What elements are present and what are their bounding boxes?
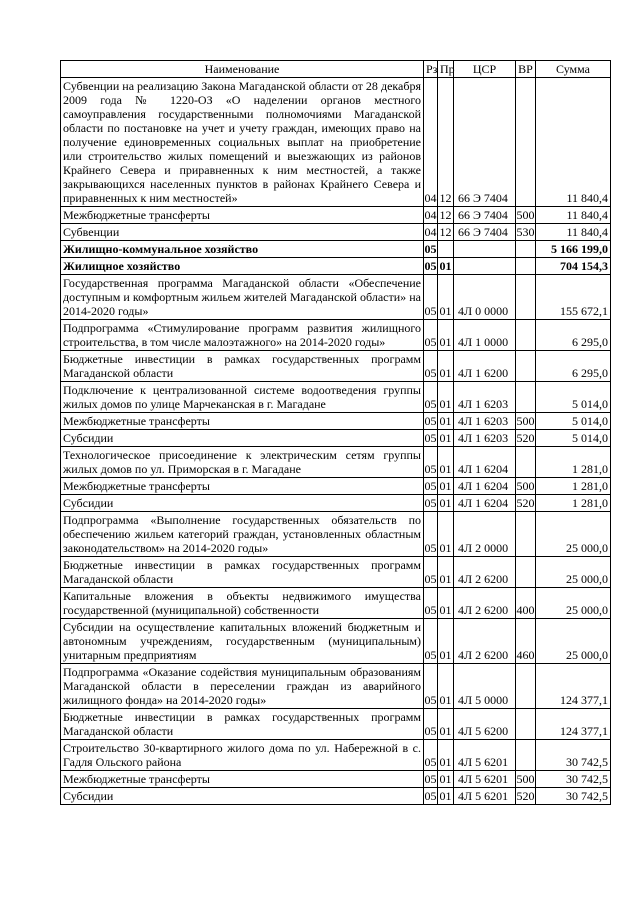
cell-vr: 500 [516, 414, 535, 428]
cell-vr: 530 [516, 225, 535, 239]
cell-csr: 4Л 1 6204 [454, 478, 516, 495]
cell-sum: 25 000,0 [536, 557, 611, 588]
cell-pr: 01 [438, 709, 454, 740]
cell-vr [516, 740, 536, 771]
cell-pr: 12 [439, 208, 452, 222]
table-row [61, 664, 611, 709]
table-row [61, 351, 611, 382]
cell-csr: 4Л 2 6200 [454, 557, 516, 588]
cell-vr [516, 382, 536, 413]
cell-rz: 05 [424, 320, 438, 351]
cell-sum: 25 000,0 [536, 512, 611, 557]
cell-rz: 05 [424, 479, 437, 493]
cell-vr [516, 78, 536, 207]
cell-name: Субсидии на осуществление капитальных вложений бюджетным и автономным учреждениям, государственным (муниципальным) унитарным предприятиям [61, 619, 424, 664]
cell-csr: 4Л 1 6203 [454, 430, 516, 447]
cell-csr: 4Л 1 6204 [454, 495, 516, 512]
table-row [61, 478, 611, 495]
cell-rz: 05 [424, 382, 438, 413]
header-sum: Сумма [536, 61, 611, 78]
cell-pr: 01 [439, 479, 452, 493]
table-row [61, 320, 611, 351]
table-row [61, 588, 611, 619]
table-row [61, 78, 611, 207]
cell-vr [516, 258, 536, 275]
cell-name: Подключение к централизованной системе водоотведения группы жилых домов по улице Марчеканская в г. Магадане [61, 382, 424, 413]
cell-name: Строительство 30-квартирного жилого дома по ул. Набережной в с. Гадля Ольского района [61, 740, 424, 771]
cell-vr [516, 664, 536, 709]
cell-vr: 500 [516, 208, 535, 222]
cell-csr: 4Л 2 6200 [454, 619, 516, 664]
cell-csr: 4Л 2 6200 [454, 588, 516, 619]
cell-rz: 05 [424, 619, 438, 664]
cell-vr: 520 [516, 789, 535, 803]
cell-rz: 05 [424, 557, 438, 588]
cell-vr [516, 512, 536, 557]
cell-csr: 4Л 0 0000 [454, 275, 516, 320]
cell-csr: 66 Э 7404 [454, 207, 516, 224]
cell-sum: 1 281,0 [536, 478, 611, 495]
cell-csr: 4Л 5 6200 [454, 709, 516, 740]
table-row [61, 224, 611, 241]
cell-pr: 12 [439, 225, 452, 239]
cell-rz: 05 [424, 242, 437, 256]
cell-name: Технологическое присоединение к электрическим сетям группы жилых домов по ул. Приморская в г. Магадане [61, 447, 424, 478]
cell-pr: 01 [438, 382, 454, 413]
table-row [61, 275, 611, 320]
cell-name: Бюджетные инвестиции в рамках государственных программ Магаданской области [61, 351, 424, 382]
cell-rz: 05 [424, 740, 438, 771]
cell-pr: 01 [438, 447, 454, 478]
table-row [61, 207, 611, 224]
cell-name: Субвенции [61, 224, 424, 241]
table-row [61, 771, 611, 788]
cell-sum: 5 014,0 [536, 430, 611, 447]
cell-name: Подпрограмма «Стимулирование программ развития жилищного строительства, в том числе малоэтажного» на 2014-2020 годы» [61, 320, 424, 351]
cell-rz: 04 [424, 78, 438, 207]
cell-rz: 05 [424, 447, 438, 478]
cell-pr: 01 [438, 588, 454, 619]
cell-rz: 05 [424, 431, 437, 445]
cell-rz: 05 [424, 275, 438, 320]
cell-name: Бюджетные инвестиции в рамках государственных программ Магаданской области [61, 557, 424, 588]
cell-name: Капитальные вложения в объекты недвижимого имущества государственной (муниципальной) собственности [61, 588, 424, 619]
cell-name: Межбюджетные трансферты [61, 207, 424, 224]
budget-table [60, 60, 611, 805]
table-row [61, 447, 611, 478]
cell-rz: 05 [424, 789, 437, 803]
cell-csr: 4Л 5 6201 [454, 771, 516, 788]
cell-csr: 4Л 5 6201 [454, 788, 516, 805]
table-row [61, 619, 611, 664]
cell-rz: 05 [424, 351, 438, 382]
table-row [61, 512, 611, 557]
header-pr: Пр [438, 61, 454, 78]
header-rz: Рз [424, 61, 438, 78]
cell-csr [454, 258, 516, 275]
cell-sum: 25 000,0 [536, 619, 611, 664]
table-row [61, 241, 611, 258]
cell-sum: 5 014,0 [536, 413, 611, 430]
table-row [61, 430, 611, 447]
cell-vr [516, 241, 536, 258]
cell-vr [516, 351, 536, 382]
header-name: Наименование [61, 61, 424, 78]
cell-csr: 4Л 1 6200 [454, 351, 516, 382]
cell-name: Межбюджетные трансферты [61, 478, 424, 495]
cell-rz: 05 [424, 772, 437, 786]
cell-pr: 01 [438, 740, 454, 771]
table-row [61, 413, 611, 430]
cell-name: Жилищно-коммунальное хозяйство [61, 241, 424, 258]
cell-rz: 05 [424, 588, 438, 619]
header-vr: ВР [516, 61, 536, 78]
cell-sum: 11 840,4 [536, 78, 611, 207]
cell-pr: 01 [439, 772, 452, 786]
cell-sum: 1 281,0 [536, 447, 611, 478]
cell-sum: 155 672,1 [536, 275, 611, 320]
cell-sum: 30 742,5 [536, 788, 611, 805]
cell-pr: 01 [439, 431, 452, 445]
table-row [61, 557, 611, 588]
cell-name: Подпрограмма «Оказание содействия муниципальным образованиям Магаданской области в переселении граждан из аварийного жилищного фонда» на 2014-2020 годы» [61, 664, 424, 709]
cell-pr: 01 [439, 496, 452, 510]
table-body [61, 78, 611, 805]
cell-name: Субсидии [61, 495, 424, 512]
cell-vr: 400 [516, 588, 536, 619]
cell-csr: 4Л 1 6203 [454, 382, 516, 413]
table-row [61, 709, 611, 740]
cell-csr: 4Л 5 6201 [454, 740, 516, 771]
cell-rz: 05 [424, 259, 437, 273]
cell-vr: 520 [516, 496, 535, 510]
cell-rz: 05 [424, 664, 438, 709]
cell-pr: 12 [438, 78, 454, 207]
cell-csr: 4Л 1 6204 [454, 447, 516, 478]
cell-pr: 01 [438, 557, 454, 588]
cell-csr: 4Л 1 0000 [454, 320, 516, 351]
table-row [61, 258, 611, 275]
cell-pr: 01 [438, 512, 454, 557]
cell-pr [438, 241, 454, 258]
cell-rz: 04 [424, 225, 437, 239]
cell-sum: 6 295,0 [536, 320, 611, 351]
cell-csr: 66 Э 7404 [454, 224, 516, 241]
cell-sum: 30 742,5 [536, 771, 611, 788]
table-row [61, 740, 611, 771]
header-csr: ЦСР [454, 61, 516, 78]
cell-pr: 01 [438, 351, 454, 382]
cell-csr: 4Л 2 0000 [454, 512, 516, 557]
cell-rz: 04 [424, 208, 437, 222]
cell-name: Субсидии [61, 788, 424, 805]
cell-name: Бюджетные инвестиции в рамках государственных программ Магаданской области [61, 709, 424, 740]
cell-vr [516, 320, 536, 351]
cell-sum: 5 014,0 [536, 382, 611, 413]
cell-name: Жилищное хозяйство [61, 258, 424, 275]
cell-pr: 01 [438, 320, 454, 351]
cell-vr [516, 275, 536, 320]
cell-sum: 6 295,0 [536, 351, 611, 382]
cell-sum: 5 166 199,0 [536, 241, 611, 258]
cell-vr: 500 [516, 772, 535, 786]
cell-sum: 11 840,4 [536, 224, 611, 241]
cell-pr: 01 [439, 789, 452, 803]
cell-pr: 01 [438, 619, 454, 664]
cell-csr [454, 241, 516, 258]
table-row [61, 495, 611, 512]
cell-csr: 4Л 5 0000 [454, 664, 516, 709]
cell-sum: 30 742,5 [536, 740, 611, 771]
table-header-row [61, 61, 611, 78]
cell-rz: 05 [424, 496, 437, 510]
cell-vr: 520 [516, 431, 535, 445]
cell-rz: 05 [424, 709, 438, 740]
cell-vr [516, 709, 536, 740]
cell-name: Субвенции на реализацию Закона Магаданской области от 28 декабря 2009 года № 1220-ОЗ «О наделении органов местного самоуправления государственными полномочиями Магаданской области по постановке на учет и учету граждан, имеющих право на получение единовременных социальных выплат на приобретение или строительство жилых помещений и выезжающих из районов Крайнего Севера и приравненных к ним местностей, а также закрывающихся населенных пунктов в районах Крайнего Севера и приравненных к ним местностей» [61, 78, 424, 207]
cell-sum: 11 840,4 [536, 207, 611, 224]
cell-csr: 4Л 1 6203 [454, 413, 516, 430]
cell-sum: 124 377,1 [536, 664, 611, 709]
table-row [61, 788, 611, 805]
cell-vr: 460 [516, 619, 536, 664]
cell-pr: 01 [439, 414, 452, 428]
cell-rz: 05 [424, 512, 438, 557]
cell-pr: 01 [439, 259, 452, 273]
cell-name: Субсидии [61, 430, 424, 447]
cell-sum: 1 281,0 [536, 495, 611, 512]
cell-vr: 500 [516, 479, 535, 493]
cell-rz: 05 [424, 414, 437, 428]
cell-name: Государственная программа Магаданской области «Обеспечение доступным и комфортным жильем жителей Магаданской области» на 2014-2020 годы» [61, 275, 424, 320]
cell-vr [516, 447, 536, 478]
cell-pr: 01 [438, 275, 454, 320]
cell-name: Межбюджетные трансферты [61, 771, 424, 788]
cell-name: Подпрограмма «Выполнение государственных обязательств по обеспечению жильем категорий граждан, установленных областным законодательством» на 2014-2020 годы» [61, 512, 424, 557]
cell-name: Межбюджетные трансферты [61, 413, 424, 430]
cell-pr: 01 [438, 664, 454, 709]
cell-csr: 66 Э 7404 [454, 78, 516, 207]
cell-sum: 124 377,1 [536, 709, 611, 740]
cell-sum: 704 154,3 [536, 258, 611, 275]
cell-vr [516, 557, 536, 588]
table-row [61, 382, 611, 413]
cell-sum: 25 000,0 [536, 588, 611, 619]
